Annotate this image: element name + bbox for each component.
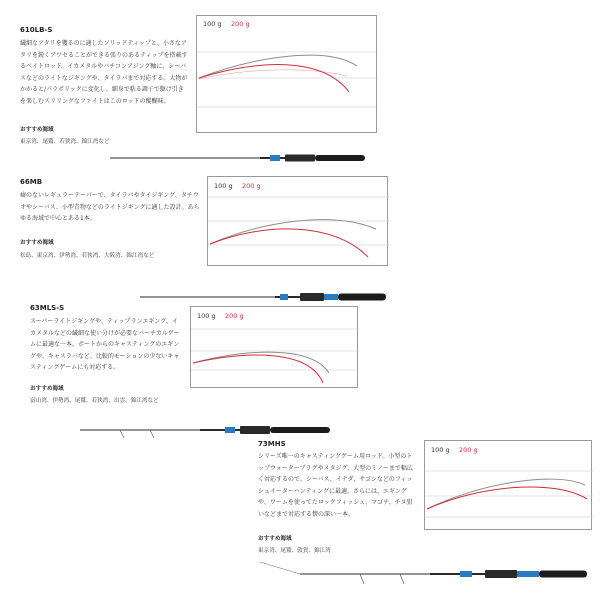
bend-curve-100g	[427, 479, 585, 509]
rod-1-description: 繊細なアタリを獲るのに適したソリッドティップと、小さなアタリを鋭くアワセることができる張りのあるティップを搭載するベイトロッド。イカメタルやバチコンアジング軸に、シーバスなどのライトなジギングや、タイラバまで対応する。大物がかかると/パラボリックに変化し、細身で粘る調子で駆け引きを楽しむスリリングなファイトはこのロッドの醍醐味。	[20, 40, 188, 105]
bend-curve-100g	[210, 220, 376, 244]
bend-curve-200g	[193, 355, 323, 383]
bend-curve-200g	[210, 229, 368, 257]
rod-1-bend-svg	[197, 16, 378, 134]
rod-1-bend-chart	[196, 15, 377, 133]
rod-4-bend-chart	[424, 440, 592, 530]
rod-4-description: シリーズ唯一のキャスティングゲーム用ロッド。小型のトップウォータープラグやメタジグ、大型のミノーまで幅広く対応するので、シーバス、イナダ、サゴシなどのフィッシュイーターハンティングに最適。さらには、エギングや、ワームを使ってたロックフィッシュ、マゴチ、チヌ狙いなどまで対応する懐の深い一本。	[258, 453, 413, 518]
rod-3-description: スーパーライトジギングや、ティップランエギング、イカメタルなどの繊細な使い分けが必要なバーチカルゲームに最適な一本。ボートからのキャスティングのエギングや、キャスラバなど、比較的モーションの少ないキャスティングゲームにも対応する。	[30, 318, 180, 371]
legend-200g: 200 g	[231, 20, 250, 28]
rod-2-description: 癖のないレギュラーテーパーで、タイラバやタイジギング、タチウオやシーバス、小型青物などのライトジギングに適した設計。あらゆる海域で中心とある1本。	[20, 192, 200, 222]
bend-curve-200g	[427, 487, 587, 509]
rod-3-bend-chart	[190, 306, 358, 388]
rod-4-recommend-label: おすすめ海域	[258, 536, 292, 542]
rod-4-bend-svg	[425, 441, 593, 531]
legend-100g: 100 g	[203, 20, 222, 28]
rod-4-image	[260, 560, 590, 590]
legend-100g: 100 g	[214, 182, 233, 190]
rod-1-image	[110, 152, 370, 166]
rod-3-areas: 富山湾、伊勢湾、尾鷲、若狭湾、出雲、錦江湾など	[30, 398, 159, 404]
rod-2-bend-chart	[207, 176, 388, 266]
legend-200g: 200 g	[242, 182, 261, 190]
legend-100g: 100 g	[431, 446, 450, 454]
legend-200g: 200 g	[225, 312, 244, 320]
rod-2-areas: 松島、東京湾、伊勢湾、若狭湾、大阪湾、錦江湾など	[20, 253, 155, 259]
rod-2-bend-svg	[208, 177, 389, 267]
rod-1-model: 610LB-S	[20, 26, 53, 34]
rod-2-recommend-label: おすすめ海域	[20, 240, 54, 246]
rod-3-bend-svg	[191, 307, 359, 389]
rod-2-model: 66MB	[20, 178, 43, 186]
rod-4-areas: 東京湾、尾鷲、敦賀、錦江湾	[258, 548, 331, 554]
legend-100g: 100 g	[197, 312, 216, 320]
rod-1-areas: 東京湾、尾鷲、若狭湾、錦江湾など	[20, 139, 110, 145]
legend-200g: 200 g	[459, 446, 478, 454]
rod-4-model: 73MHS	[258, 440, 286, 448]
rod-3-model: 63MLS-S	[30, 304, 65, 312]
rod-3-recommend-label: おすすめ海域	[30, 386, 64, 392]
rod-3-image	[80, 414, 340, 440]
rod-1-recommend-label: おすすめ海域	[20, 127, 54, 133]
rod-2-image	[140, 290, 390, 306]
